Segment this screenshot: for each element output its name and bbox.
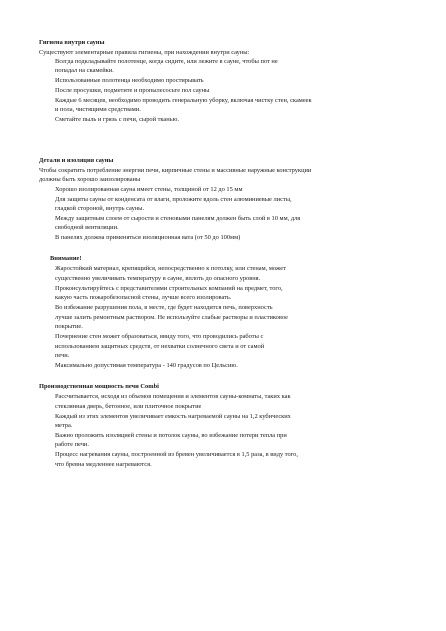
section-intro: Чтобы сократить потребление энергии печи, кирпичные стены и массивные наружные конструкции bbox=[39, 167, 312, 174]
list-item: Хорошо изолированная сауна имеет стены, толщиной от 12 до 15 мм bbox=[55, 186, 243, 193]
list-item: лучше залить ремонтным раствором. Не используйте слабые растворы и пластиковое bbox=[55, 314, 288, 321]
list-item: печи. bbox=[55, 352, 70, 359]
list-item: работе печи. bbox=[55, 441, 89, 448]
list-item: существенно увеличивать температуру в сауне, вплоть до опасного уровня. bbox=[55, 275, 261, 282]
list-item: Использованные полотенца необходимо простирывать bbox=[55, 77, 204, 84]
list-item: Проконсультируйтесь с представителями строительных компаний на предмет, того, bbox=[55, 285, 283, 292]
list-item: В панелях должна применяться изоляционная вата (от 50 до 100мм) bbox=[55, 234, 241, 241]
list-item: гладкой стороной, внутрь сауны. bbox=[55, 205, 145, 212]
list-item: метра. bbox=[55, 422, 73, 429]
section-intro: должны быть хорошо заизолированы bbox=[39, 176, 141, 183]
section-heading: Внимание! bbox=[50, 255, 82, 262]
list-item: Важно проложить изоляцией стены и потолок сауны, во избежание потери тепла при bbox=[55, 432, 287, 439]
list-item: покрытие. bbox=[55, 323, 83, 330]
section-heading: Гигиена внутри сауны bbox=[39, 39, 105, 46]
list-item: Процесс нагревания сауны, построенной из бревен увеличивается в 1,5 раза, в виду того, bbox=[55, 451, 298, 458]
list-item: Рассчитывается, исходя из объемов помещения и элементов сауны-комнаты, таких как bbox=[55, 393, 291, 400]
list-item: После просушки, подметите и пропылесосьте пол сауны bbox=[55, 87, 210, 94]
list-item: Сметайте пыль и грязь с печи, сырой тканью. bbox=[55, 116, 179, 123]
list-item: Для защиты сауны от конденсата от влаги, проложите вдоль стен алюминиевые листы, bbox=[55, 196, 292, 203]
list-item: и пола, чистящими средствами. bbox=[55, 106, 141, 113]
list-item: Между защитным слоем от сырости и стеновыми панелям должен быть слой в 10 мм, для bbox=[55, 215, 301, 222]
list-item: Всегда подкладывайте полотенце, когда сидите, или лежите в сауне, чтобы пот не bbox=[55, 58, 278, 65]
list-item: свободной вентиляции. bbox=[55, 224, 119, 231]
list-item: Во избежание разрушения пола, в месте, где будет находится печь, поверхность bbox=[55, 304, 273, 311]
list-item: Каждый из этих элементов увеличивает емкость нагреваемой сауны на 1,2 кубических bbox=[55, 413, 291, 420]
list-item: попадал на скамейки. bbox=[55, 67, 114, 74]
list-item: Максимально допустимая температура - 140 градусов по Цельсию. bbox=[55, 362, 238, 369]
list-item: использованием защитных средств, от нехватки солнечного света и от самой bbox=[55, 343, 265, 350]
list-item: Жаростойкий материал, крепящийся, непосредственно к потолку, или стенам, может bbox=[55, 265, 286, 272]
list-item: Каждые 6 месяцев, необходимо проводить генеральную уборку, включая чистку стен, скамеек bbox=[55, 97, 312, 104]
list-item: Почернение стен может образоваться, ввиду того, что проводились работы с bbox=[55, 333, 264, 340]
section-heading: Детали и изоляция сауны bbox=[39, 157, 114, 164]
section-heading: Производственная мощность печи Combi bbox=[39, 383, 159, 390]
list-item: что бревна медленнее нагреваются. bbox=[55, 461, 152, 468]
list-item: стеклянная дверь, бетонное, или плиточное покрытие bbox=[55, 403, 202, 410]
list-item: какую часть пожаробезопасной стены, лучше всего изолировать. bbox=[55, 294, 232, 301]
section-intro: Существуют элементарные правила гигиены, при нахождении внутри сауны: bbox=[39, 49, 250, 56]
